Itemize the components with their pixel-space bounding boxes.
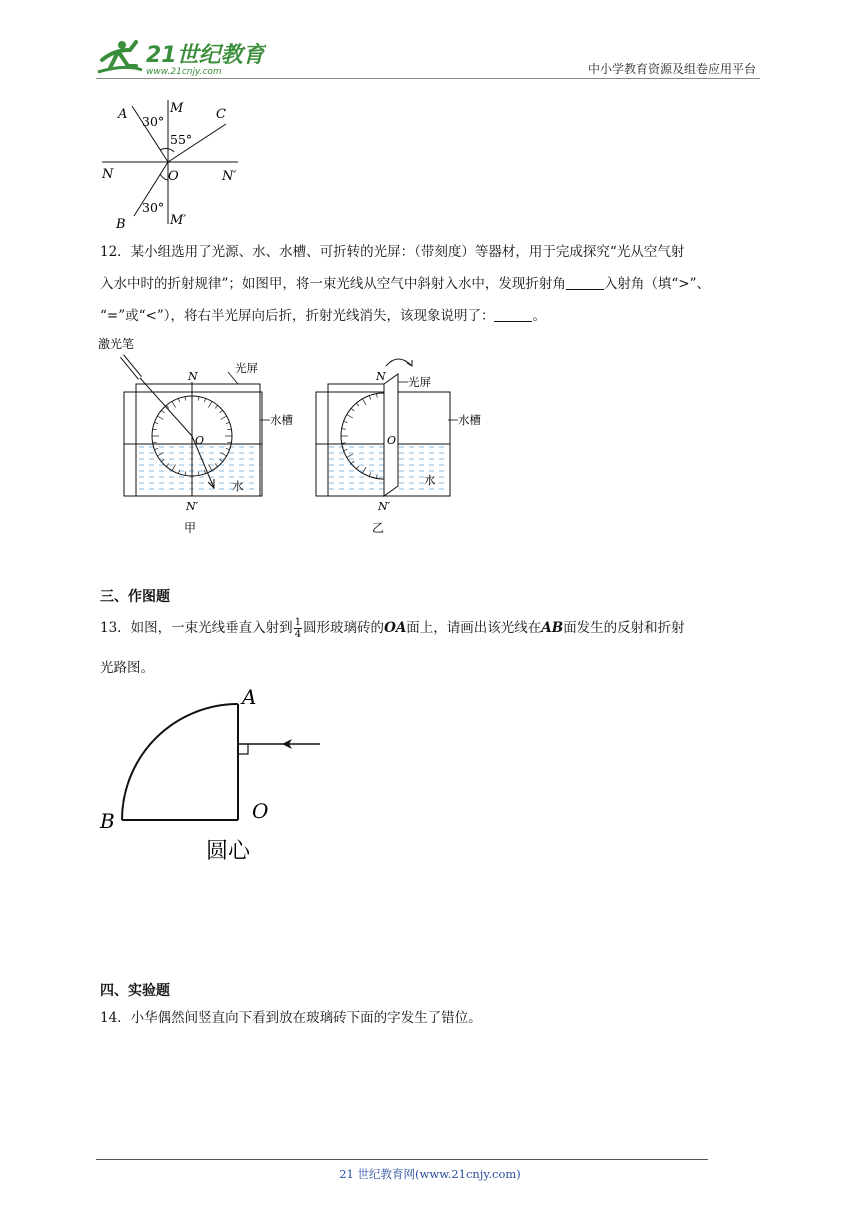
- label-b: B: [100, 809, 115, 833]
- screen-label-b: 光屏: [408, 375, 431, 389]
- label-n-prime: N′: [186, 500, 199, 513]
- angle-55: 55°: [170, 132, 193, 147]
- label-n: N: [188, 370, 198, 383]
- question-12: [100, 236, 762, 332]
- tank-label-b: 水槽: [458, 413, 481, 427]
- label-a: A: [242, 685, 257, 709]
- reflection-diagram: [98, 96, 248, 231]
- angle-incident: 30°: [142, 114, 165, 129]
- laser-pen-icon: [122, 356, 140, 378]
- figure-jia: [98, 336, 293, 535]
- angle-lower: 30°: [142, 200, 165, 215]
- footer-link[interactable]: 21 世纪教育网(www.21cnjy.com): [339, 1167, 521, 1181]
- label-o: O: [168, 169, 179, 184]
- center-label: 圆心: [206, 839, 251, 864]
- caption-yi: 乙: [372, 521, 385, 535]
- label-n-prime: N′: [222, 169, 237, 184]
- refraction-apparatus-figure: [98, 336, 498, 538]
- q12-line1: 12．某小组选用了光源、水、水槽、可折转的光屏：（带刻度）等器材，用于完成探究“光从空气射: [100, 244, 685, 260]
- right-angle-icon: [238, 744, 248, 754]
- q13-line1: 13．如图，一束光线垂直入射到 $\frac{1}{4}$ 圆形玻璃砖的OA面上，请画出该光线在AB面发生的反射和折射: [100, 617, 685, 640]
- laser-pen-label: 激光笔: [98, 337, 135, 351]
- caption-jia: 甲: [184, 521, 197, 535]
- quarter-circle-glass-figure: [96, 684, 336, 868]
- q12-line2: 入水中时的折射规律”；如图甲，将一束光线从空气中斜射入水中，发现折射角 入射角（填“>”、: [100, 276, 711, 292]
- water-label: 水: [232, 479, 244, 493]
- tank-label: 水槽: [270, 413, 293, 427]
- water-label-b: 水: [424, 473, 436, 487]
- header-divider: [96, 78, 760, 79]
- footer-divider: [96, 1159, 708, 1160]
- screen-label: 光屏: [235, 361, 258, 375]
- label-m-prime: M′: [170, 213, 187, 228]
- runner-icon: [98, 41, 142, 72]
- label-o-b: O: [387, 434, 397, 447]
- section-drawing: 三、作图题: [100, 589, 170, 605]
- platform-name: 中小学教育资源及组卷应用平台: [587, 62, 756, 76]
- answer-blank[interactable]: [494, 307, 532, 322]
- site-logo: [96, 36, 266, 78]
- label-c: C: [216, 107, 226, 122]
- label-b: B: [116, 217, 126, 231]
- figure-yi: [316, 359, 481, 535]
- q12-line3: “=”或“<”），将右半光屏向后折，折射光线消失，该现象说明了： 。: [100, 308, 546, 324]
- question-13: [100, 612, 762, 684]
- logo-text: 21世纪教育: [146, 43, 265, 68]
- label-n-b: N: [376, 370, 386, 383]
- label-n-prime-b: N′: [378, 500, 391, 513]
- answer-blank[interactable]: [566, 275, 604, 290]
- label-m: M: [170, 101, 184, 116]
- label-o: O: [252, 799, 269, 823]
- label-a: A: [118, 107, 128, 122]
- question-14: 14．小华偶然间竖直向下看到放在玻璃砖下面的字发生了错位。: [100, 1010, 482, 1026]
- label-o: O: [195, 434, 205, 447]
- logo-url: www.21cnjy.com: [146, 67, 222, 77]
- fraction-one-quarter: $\frac{1}{4}$: [294, 617, 302, 640]
- label-n: N: [102, 167, 114, 182]
- q13-line2: 光路图。: [100, 660, 154, 676]
- section-experiment: 四、实验题: [100, 983, 170, 999]
